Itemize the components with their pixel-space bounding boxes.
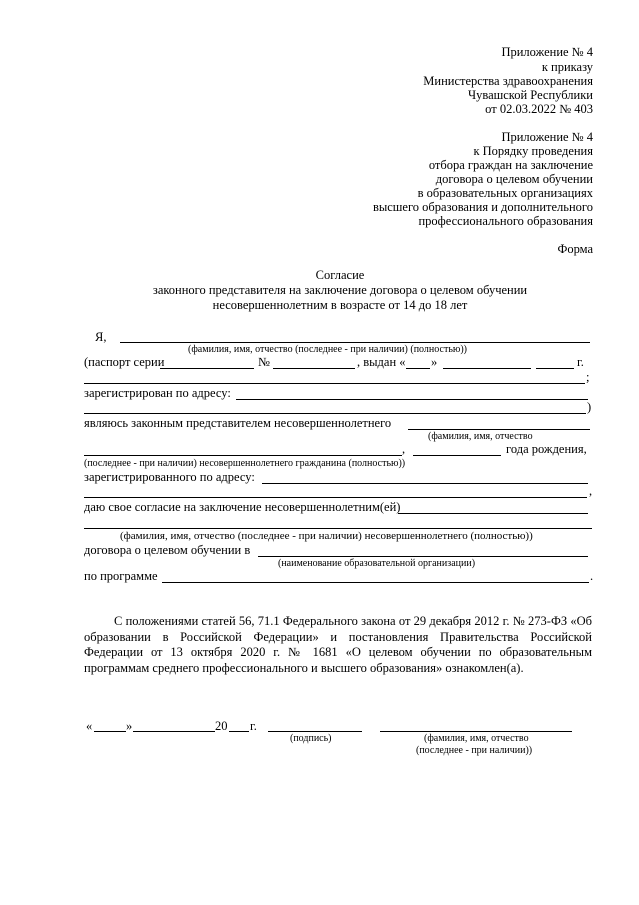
- title-line1: Согласие: [315, 268, 365, 282]
- sign-year-field[interactable]: [229, 731, 249, 732]
- consent-minor-field[interactable]: [398, 513, 588, 514]
- minor-fio-hint3: (фамилия, имя, отчество (последнее - при наличии) несовершеннолетнего (полностью)): [120, 530, 533, 542]
- header1-line5: от 02.03.2022 № 403: [485, 102, 593, 116]
- sign-quote-close: »: [126, 719, 133, 733]
- sign-quote-open: «: [86, 719, 93, 733]
- sign-year-suffix: г.: [250, 719, 257, 733]
- minor-registered-label: зарегистрированного по адресу:: [84, 470, 255, 484]
- program-field[interactable]: [162, 582, 589, 583]
- sign-fio-field[interactable]: [380, 731, 572, 732]
- passport-issued-close: »: [431, 355, 438, 369]
- signature-field[interactable]: [268, 731, 362, 732]
- comma: ,: [402, 442, 406, 456]
- consent-label: даю свое согласие на заключение несовершеннолетним(ей): [84, 500, 401, 514]
- header2-line1: Приложение № 4: [501, 130, 593, 144]
- passport-issued-label: , выдан «: [357, 355, 406, 369]
- header2-line3: отбора граждан на заключение: [428, 158, 593, 172]
- birth-year-field[interactable]: [413, 455, 501, 456]
- sign-month-field[interactable]: [133, 731, 215, 732]
- program-period: .: [590, 569, 594, 583]
- passport-series-label: (паспорт серии: [84, 355, 165, 369]
- passport-year-suffix: г.: [577, 355, 584, 369]
- minor-fio-field[interactable]: [408, 429, 590, 430]
- close-paren: ): [587, 400, 592, 414]
- registered-address-field[interactable]: [236, 399, 588, 400]
- minor-fio-hint2: (последнее - при наличии) несовершеннолетнего гражданина (полностью)): [84, 458, 406, 469]
- sign-day-field[interactable]: [94, 731, 126, 732]
- title-line3: несовершеннолетним в возрасте от 14 до 18 лет: [212, 298, 468, 312]
- registered-address-field-2[interactable]: [84, 413, 586, 414]
- minor-fio-field-2[interactable]: [84, 455, 402, 456]
- title-line2: законного представителя на заключение договора о целевом обучении: [152, 283, 528, 297]
- comma-2: ,: [589, 484, 593, 498]
- header2-line5: в образовательных организациях: [417, 186, 593, 200]
- minor-address-field[interactable]: [262, 483, 588, 484]
- header1-line3: Министерства здравоохранения: [423, 74, 593, 88]
- sign-fio-hint1: (фамилия, имя, отчество: [424, 733, 529, 744]
- minor-address-field-2[interactable]: [84, 497, 587, 498]
- acknowledgement-paragraph: С положениями статей 56, 71.1 Федерального закона от 29 декабря 2012 г. № 273-ФЗ «Об образовании в Российской Федерации» и постановления Правительства Российской Федерации от 13 октября 2020 г. № 1681 «О целевом обучении по образовательным программам среднего профессионального и высшего образования» ознакомлен(а).: [84, 614, 592, 675]
- org-hint: (наименование образовательной организации): [278, 558, 476, 569]
- ya-label: Я,: [95, 330, 107, 344]
- issued-by-field[interactable]: [84, 383, 585, 384]
- passport-month-field[interactable]: [443, 368, 531, 369]
- consent-minor-field-2[interactable]: [84, 528, 592, 529]
- passport-series-field[interactable]: [160, 368, 254, 369]
- header2-line7: профессионального образования: [418, 214, 593, 228]
- header1-line4: Чувашской Республики: [467, 88, 593, 102]
- sign-year-prefix: 20: [215, 719, 228, 733]
- form-label: Форма: [557, 242, 593, 256]
- program-label: по программе: [84, 569, 158, 583]
- header2-line2: к Порядку проведения: [473, 144, 593, 158]
- header1-line2: к приказу: [541, 60, 593, 74]
- fio-field[interactable]: [120, 342, 590, 343]
- fio-hint: (фамилия, имя, отчество (последнее - при наличии) (полностью)): [188, 344, 468, 355]
- legal-rep-label: являюсь законным представителем несовершеннолетнего: [84, 416, 392, 430]
- passport-year-field[interactable]: [536, 368, 574, 369]
- registered-label: зарегистрирован по адресу:: [84, 386, 231, 400]
- sign-fio-hint2: (последнее - при наличии)): [416, 745, 533, 756]
- header2-line6: высшего образования и дополнительного: [372, 200, 593, 214]
- birth-year-label: года рождения,: [506, 442, 587, 456]
- contract-label: договора о целевом обучении в: [84, 543, 251, 557]
- header1-line1: Приложение № 4: [501, 45, 593, 59]
- sign-hint: (подпись): [290, 733, 332, 744]
- minor-fio-hint1: (фамилия, имя, отчество: [428, 431, 533, 442]
- semicolon: ;: [586, 370, 590, 384]
- passport-number-field[interactable]: [273, 368, 355, 369]
- org-name-field[interactable]: [258, 556, 588, 557]
- passport-number-label: №: [258, 355, 270, 369]
- header2-line4: договора о целевом обучении: [435, 172, 593, 186]
- passport-day-field[interactable]: [406, 368, 430, 369]
